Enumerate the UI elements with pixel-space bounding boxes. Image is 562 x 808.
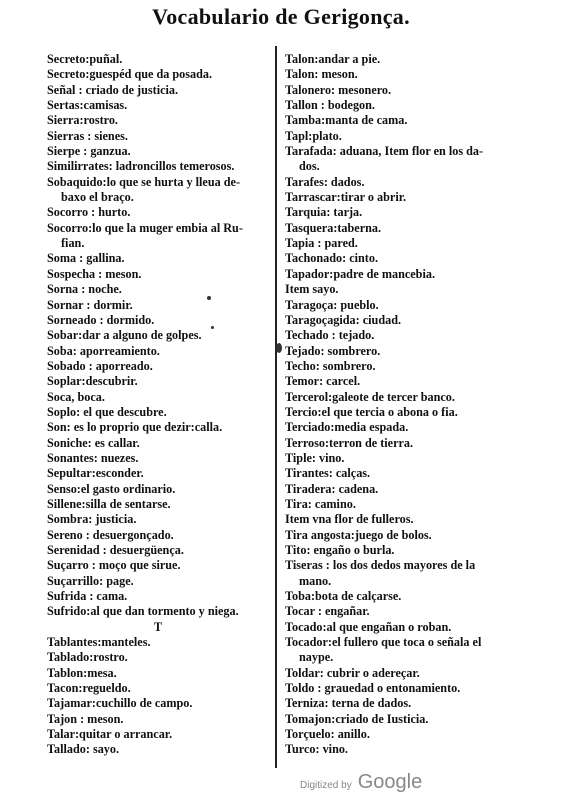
vocabulary-entry: Tachonado: cinto. bbox=[285, 251, 379, 266]
vocabulary-entry: Sorna : noche. bbox=[47, 282, 122, 297]
vocabulary-entry: Tercerol:galeote de tercer banco. bbox=[285, 389, 455, 404]
vocabulary-entry: Temor: carcel. bbox=[285, 374, 361, 389]
vocabulary-entry: Tapador:padre de mancebia. bbox=[285, 266, 435, 281]
vocabulary-entry: Sombra: justicia. bbox=[47, 512, 137, 527]
vocabulary-entry: Tomajon:criado de Iusticia. bbox=[285, 711, 429, 726]
vocabulary-entry: Talon: meson. bbox=[285, 67, 358, 82]
column-divider bbox=[275, 46, 277, 768]
vocabulary-entry: Senso:el gasto ordinario. bbox=[47, 481, 176, 496]
vocabulary-entry: Sufrido:al que dan tormento y niega. bbox=[47, 604, 239, 619]
vocabulary-entry: Tira: camino. bbox=[285, 496, 356, 511]
vocabulary-entry: Tirantes: calças. bbox=[285, 466, 371, 481]
vocabulary-entry: Tablantes:manteles. bbox=[47, 635, 151, 650]
vocabulary-entry: Suçarrillo: page. bbox=[47, 573, 134, 588]
section-letter: T bbox=[153, 619, 163, 634]
entry-continuation: mano. bbox=[299, 573, 332, 588]
vocabulary-entry: Terciado:media espada. bbox=[285, 420, 409, 435]
vocabulary-entry: Sorneado : dormido. bbox=[47, 312, 155, 327]
vocabulary-entry: Sertas:camisas. bbox=[47, 98, 128, 113]
vocabulary-entry: Tamba:manta de cama. bbox=[285, 113, 408, 128]
vocabulary-entry: Tiseras : los dos dedos mayores de la bbox=[285, 558, 476, 573]
vocabulary-entry: Tarquia: tarja. bbox=[285, 205, 363, 220]
vocabulary-entry: Toba:bota de calçarse. bbox=[285, 589, 402, 604]
vocabulary-entry: Talonero: mesonero. bbox=[285, 82, 392, 97]
right-column bbox=[285, 52, 510, 758]
vocabulary-entry: Tajon : meson. bbox=[47, 711, 124, 726]
vocabulary-entry: Tarafes: dados. bbox=[285, 174, 365, 189]
vocabulary-entry: Sillene:silla de sentarse. bbox=[47, 496, 171, 511]
vocabulary-entry: Techo: sombrero. bbox=[285, 358, 376, 373]
vocabulary-entry: Secreto:guespéd que da posada. bbox=[47, 67, 213, 82]
vocabulary-entry: Tarafada: aduana, Item flor en los da- bbox=[285, 144, 484, 159]
vocabulary-entry: Sonantes: nuezes. bbox=[47, 450, 139, 465]
vocabulary-entry: Tejado: sombrero. bbox=[285, 343, 381, 358]
vocabulary-entry: Taragoça: pueblo. bbox=[285, 297, 379, 312]
vocabulary-entry: Sufrida : cama. bbox=[47, 589, 128, 604]
vocabulary-entry: Similirrates: ladroncillos temerosos. bbox=[47, 159, 235, 174]
vocabulary-entry: Tercio:el que tercia o abona o fia. bbox=[285, 404, 458, 419]
vocabulary-entry: Sobado : aporreado. bbox=[47, 358, 153, 373]
vocabulary-entry: Soplo: el que descubre. bbox=[47, 404, 167, 419]
vocabulary-entry: Toldar: cubrir o adereçar. bbox=[285, 665, 420, 680]
vocabulary-entry: Item vna flor de fulleros. bbox=[285, 512, 414, 527]
vocabulary-entry: Tiradera: cadena. bbox=[285, 481, 379, 496]
vocabulary-entry: Son: es lo proprio que dezir:calla. bbox=[47, 420, 223, 435]
vocabulary-entry: Socorro:lo que la muger embia al Ru- bbox=[47, 220, 243, 235]
vocabulary-entry: Suçarro : moço que sirue. bbox=[47, 558, 181, 573]
entry-continuation: dos. bbox=[299, 159, 320, 174]
vocabulary-entry: Taragoçagida: ciudad. bbox=[285, 312, 402, 327]
vocabulary-entry: Soniche: es callar. bbox=[47, 435, 140, 450]
vocabulary-entry: Talar:quitar o arrancar. bbox=[47, 727, 173, 742]
vocabulary-entry: Sospecha : meson. bbox=[47, 266, 142, 281]
entry-continuation: fian. bbox=[61, 236, 85, 251]
vocabulary-entry: Tiple: vino. bbox=[285, 450, 345, 465]
vocabulary-entry: Torçuelo: anillo. bbox=[285, 727, 370, 742]
left-column bbox=[47, 52, 269, 758]
vocabulary-entry: Terniza: terna de dados. bbox=[285, 696, 412, 711]
vocabulary-entry: Tocar : engañar. bbox=[285, 604, 370, 619]
vocabulary-entry: Tocador:el fullero que toca o señala el bbox=[285, 635, 482, 650]
vocabulary-entry: Soba: aporreamiento. bbox=[47, 343, 160, 358]
vocabulary-entry: Terroso:terron de tierra. bbox=[285, 435, 414, 450]
footer-watermark bbox=[300, 771, 422, 794]
vocabulary-entry: Serenidad : desuergüença. bbox=[47, 543, 184, 557]
vocabulary-entry: Tajamar:cuchillo de campo. bbox=[47, 696, 193, 711]
vocabulary-entry: Soma : gallina. bbox=[47, 251, 125, 266]
vocabulary-entry: Sierpe : ganzua. bbox=[47, 144, 131, 159]
vocabulary-entry: Sobar:dar a alguno de golpes. bbox=[47, 328, 202, 343]
vocabulary-entry: Socorro : hurto. bbox=[47, 205, 131, 220]
entry-continuation: naype. bbox=[299, 650, 334, 665]
vocabulary-entry: Tocado:al que engañan o roban. bbox=[285, 619, 452, 634]
vocabulary-entry: Tarrascar:tirar o abrir. bbox=[285, 190, 407, 205]
ink-blot bbox=[211, 326, 214, 329]
vocabulary-entry: Secreto:puñal. bbox=[47, 52, 123, 66]
vocabulary-entry: Sierra:rostro. bbox=[47, 113, 118, 128]
vocabulary-entry: Tallado: sayo. bbox=[47, 742, 120, 757]
vocabulary-entry: Item sayo. bbox=[285, 282, 339, 297]
vocabulary-entry: Tapia : pared. bbox=[285, 236, 358, 251]
vocabulary-entry: Talon:andar a pie. bbox=[285, 52, 381, 66]
vocabulary-entry: Señal : criado de justicia. bbox=[47, 82, 179, 97]
vocabulary-entry: Turco: vino. bbox=[285, 742, 348, 757]
vocabulary-entry: Soca, boca. bbox=[47, 389, 105, 404]
vocabulary-entry: Sierras : sienes. bbox=[47, 128, 128, 143]
vocabulary-entry: Sobaquido:lo que se hurta y lleua de- bbox=[47, 174, 241, 189]
vocabulary-entry: Tablon:mesa. bbox=[47, 665, 117, 680]
vocabulary-entry: Sepultar:esconder. bbox=[47, 466, 144, 481]
vocabulary-entry: Tacon:regueldo. bbox=[47, 681, 131, 696]
vocabulary-entry: Soplar:descubrir. bbox=[47, 374, 138, 389]
vocabulary-entry: Sereno : desuergonçado. bbox=[47, 527, 174, 542]
vocabulary-entry: Tira angosta:juego de bolos. bbox=[285, 527, 432, 542]
vocabulary-entry: Toldo : grauedad o entonamiento. bbox=[285, 681, 461, 696]
ink-blot bbox=[207, 296, 211, 300]
vocabulary-entry: Techado : tejado. bbox=[285, 328, 375, 343]
vocabulary-entry: Tablado:rostro. bbox=[47, 650, 128, 665]
vocabulary-entry: Tallon : bodegon. bbox=[285, 98, 375, 113]
vocabulary-entry: Sornar : dormir. bbox=[47, 297, 133, 312]
vocabulary-entry: Tasquera:taberna. bbox=[285, 220, 382, 235]
vocabulary-entry: Tito: engaño o burla. bbox=[285, 543, 395, 557]
digitized-by-label: Digitized by bbox=[300, 780, 352, 791]
page-title: Vocabulario de Gerigonça. bbox=[152, 4, 410, 29]
vocabulary-entry: Tapl:plato. bbox=[285, 128, 342, 143]
entry-continuation: baxo el braço. bbox=[61, 190, 134, 205]
ink-blot bbox=[276, 343, 282, 353]
google-logo: Google bbox=[357, 771, 423, 793]
